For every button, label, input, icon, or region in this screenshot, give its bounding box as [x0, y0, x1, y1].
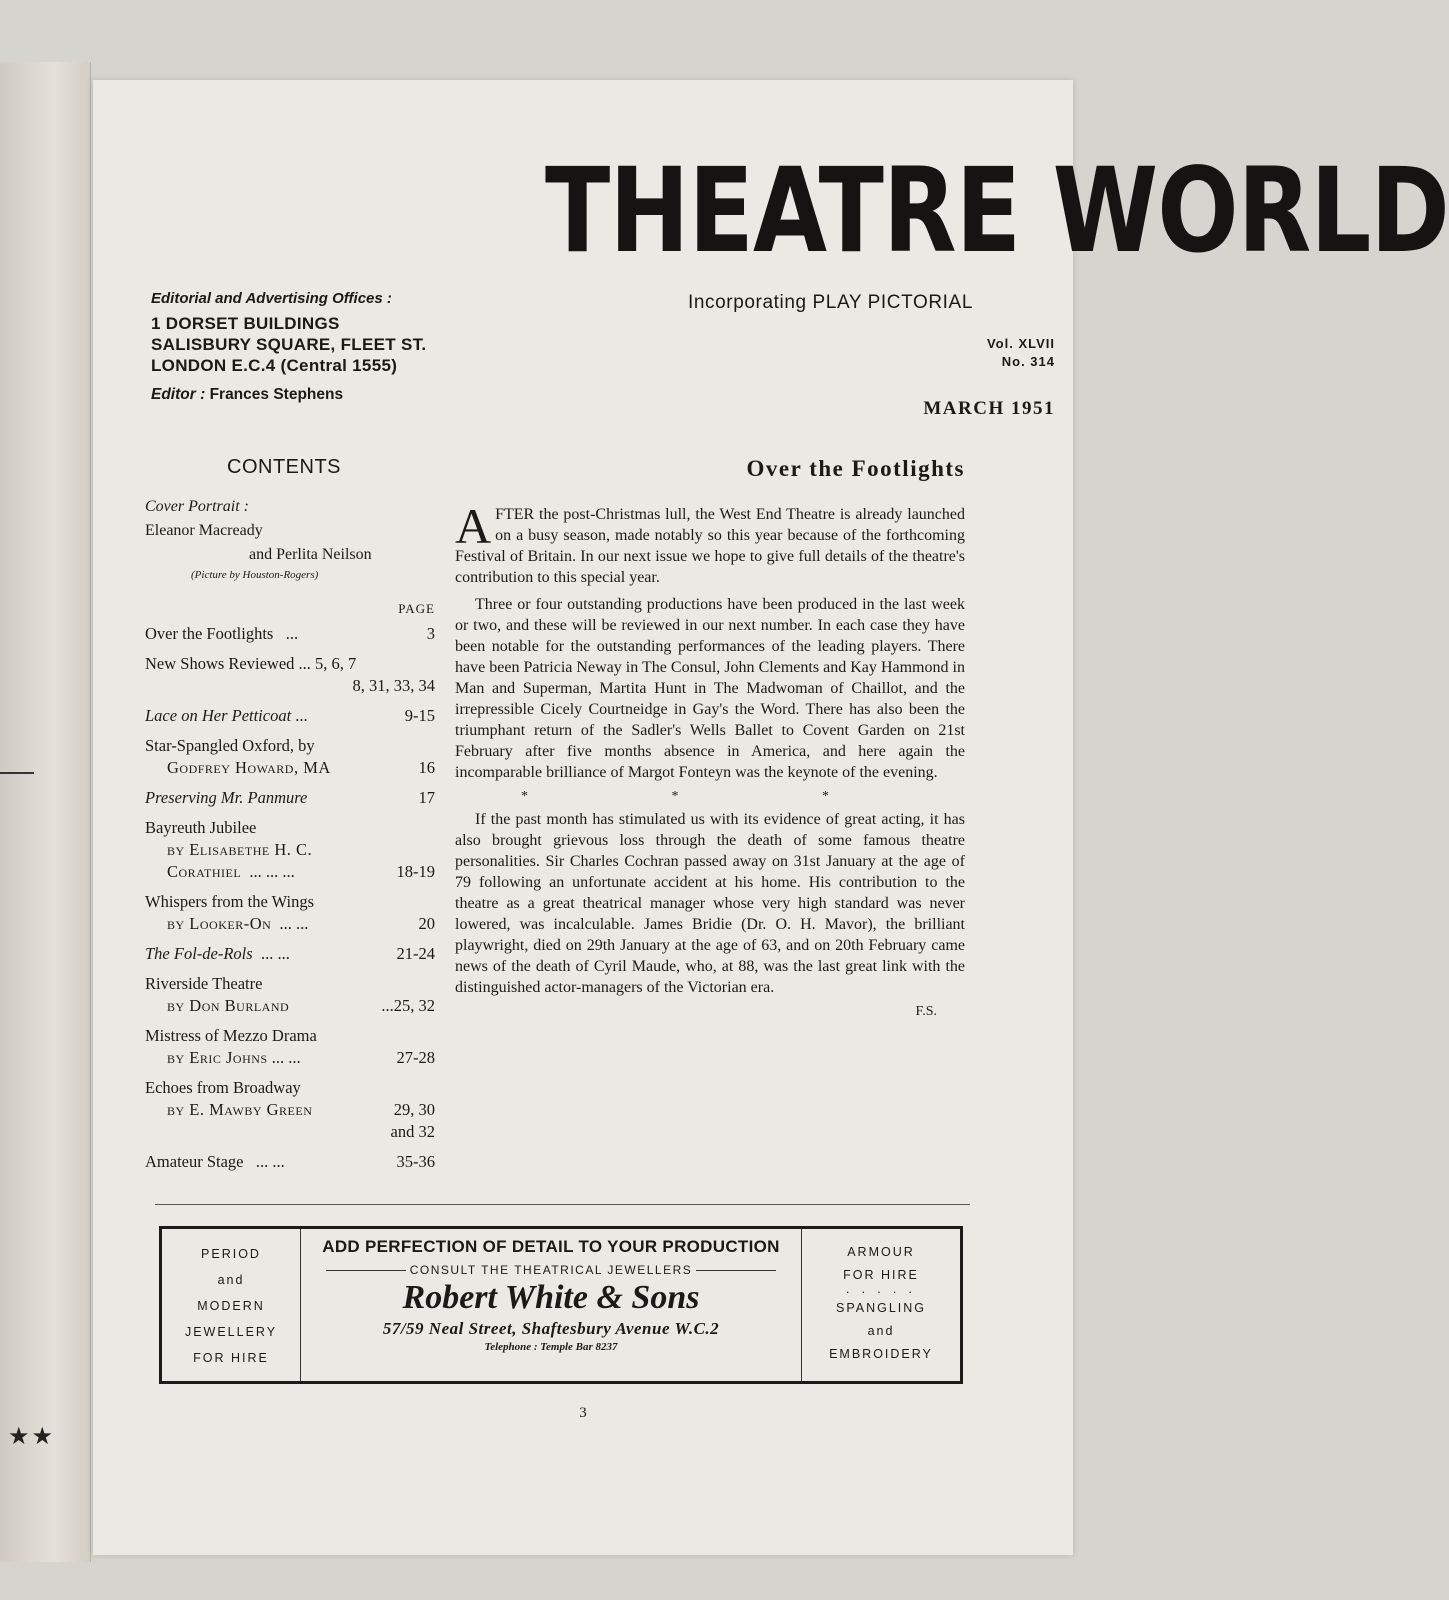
entry-title: Over the Footlights — [145, 624, 274, 643]
entry-page: 35-36 — [396, 1152, 435, 1171]
contents-entry — [145, 943, 435, 965]
entry-page: 3 — [426, 624, 435, 643]
entry-dots: ... ... — [260, 944, 290, 963]
cover-name-2: and Perlita Neilson — [249, 546, 372, 563]
entry-dots: ... — [298, 654, 311, 673]
entry-dots: ... — [295, 706, 308, 725]
entry-author: by E. Mawby Green — [167, 1100, 313, 1119]
advert-subline — [301, 1263, 801, 1277]
offices-block — [151, 290, 481, 404]
article-paragraph: Three or four outstanding productions have been produced in the last week or two, and these will be reviewed in our next number. In each case they have been notable for the outstanding performances of the leading players. There have been Patricia Neway in The Consul, John Clements and Kay Hammond in Man and Superman, Martita Hunt in The Madwoman of Chaillot, and the irrepressible Cicely Courtneidge in Gay's the Word. There has also been the triumphant return of the Sadler's Wells Ballet to Covent Garden on 21st February after five months absence in America, and here again the incomparable brilliance of Margot Fonteyn was the keynote of the evening. — [455, 596, 965, 781]
entry-title: Mistress of Mezzo Drama — [145, 1026, 317, 1045]
entry-title: Amateur Stage — [145, 1152, 244, 1171]
contents-entry — [145, 817, 435, 883]
advert-left-line: MODERN — [197, 1299, 265, 1313]
entry-page: 9-15 — [404, 706, 435, 725]
offices-label: Editorial and Advertising Offices : — [151, 290, 392, 307]
advert-right-line: ARMOUR — [847, 1245, 915, 1259]
entry-page: 5, 6, 7 — [315, 654, 357, 673]
entry-dots: ... — [285, 624, 299, 643]
facing-page — [0, 62, 91, 1562]
entry-author: Godfrey Howard, MA — [167, 758, 331, 777]
entry-page-continued: and 32 — [390, 1122, 435, 1141]
advert-right-line: FOR HIRE — [843, 1268, 919, 1282]
entry-title: The Fol-de-Rols — [145, 944, 253, 963]
advert-telephone: Telephone : Temple Bar 8237 — [484, 1341, 618, 1353]
cover-portrait — [145, 495, 435, 567]
entry-page: 21-24 — [396, 944, 435, 963]
editor-line — [151, 386, 481, 404]
advert-address: 57/59 Neal Street, Shaftesbury Avenue W.C.2 — [382, 1319, 720, 1338]
entry-page: 29, 30 — [393, 1100, 435, 1119]
entry-page: 18-19 — [396, 862, 435, 881]
entry-title: Bayreuth Jubilee — [145, 818, 257, 837]
page-number: 3 — [579, 1405, 587, 1421]
advert-right-panel — [801, 1229, 960, 1381]
contents-entry — [145, 705, 435, 727]
contents-entry — [145, 735, 435, 779]
entry-page: 27-28 — [396, 1048, 435, 1067]
article-signature: F.S. — [915, 1004, 937, 1019]
incorporating-line: Incorporating PLAY PICTORIAL — [687, 292, 973, 313]
entry-title: New Shows Reviewed — [145, 654, 295, 673]
entry-title: Lace on Her Petticoat — [145, 706, 292, 725]
advert-left-line: PERIOD — [201, 1247, 261, 1261]
entry-title: Echoes from Broadway — [145, 1078, 301, 1097]
page-column-heading: PAGE — [398, 601, 435, 616]
contents-entry — [145, 1151, 435, 1173]
contents-column — [145, 456, 435, 1181]
advert-right-line: and — [867, 1324, 895, 1338]
advert-left-line: and — [217, 1273, 245, 1287]
cover-label: Cover Portrait : — [145, 498, 249, 515]
address-line-1: 1 DORSET BUILDINGS — [151, 314, 340, 333]
entry-author: by Looker-On — [167, 914, 272, 933]
paragraph-text: FTER the post-Christmas lull, the West End Theatre is already launched on a busy season, made notably so this year because of the forthcoming Festival of Britain. In our next issue we hope to give full details of the theatre's contribution to this special year. — [455, 506, 965, 586]
address-line-2: SALISBURY SQUARE, FLEET ST. — [151, 335, 427, 354]
entry-author-continued: Corathiel — [167, 862, 242, 881]
advert-dots: · · · · · — [845, 1285, 917, 1299]
advert-centre-panel — [301, 1229, 801, 1381]
advert-subline-text: CONSULT THE THEATRICAL JEWELLERS — [409, 1263, 693, 1277]
divider-rule — [155, 1204, 970, 1205]
entry-page: 17 — [418, 788, 435, 807]
cover-name-1: Eleanor Macready — [145, 522, 263, 539]
contents-entry — [145, 1077, 435, 1143]
rule-right — [696, 1270, 776, 1271]
entry-dots: ... ... ... — [249, 862, 295, 881]
advert-right-line: EMBROIDERY — [829, 1347, 933, 1361]
advert-company-name: Robert White & Sons — [402, 1279, 700, 1316]
entry-title: Preserving Mr. Panmure — [145, 788, 308, 807]
article-paragraph — [455, 498, 965, 588]
address-line-3: LONDON E.C.4 (Central 1555) — [151, 356, 398, 375]
entry-title: Star-Spangled Oxford, by — [145, 736, 315, 755]
article-paragraph: If the past month has stimulated us with its evidence of great acting, it has also brought grievous loss through the death of some famous theatre personalities. Sir Charles Cochran passed away on 31st January at the age of 79 following an unfortunate accident at his home. His contribution to the theatre as a great theatrical manager whose very high standard was never lowered, was incalculable. James Bridie (Dr. O. H. Mavor), the brilliant playwright, died on 29th January at the age of 63, and on 20th February came news of the death of Cyril Maude, who, at 88, was the last great link with the distinguished actor-managers of the Victorian era. — [455, 811, 965, 996]
contents-entry — [145, 653, 435, 697]
advert-right-line: SPANGLING — [835, 1301, 926, 1315]
cover-credit: (Picture by Houston-Rogers) — [191, 569, 319, 581]
facing-page-stars: ★★ — [8, 1422, 56, 1450]
entry-dots: ... ... — [255, 1152, 285, 1171]
advert-left-line: JEWELLERY — [184, 1325, 278, 1339]
entry-page: 16 — [418, 758, 435, 777]
contents-heading: CONTENTS — [227, 456, 341, 478]
contents-entry — [145, 787, 435, 809]
entry-title: Riverside Theatre — [145, 974, 263, 993]
entry-page-continued: 8, 31, 33, 34 — [352, 676, 435, 695]
advert-headline: ADD PERFECTION OF DETAIL TO YOUR PRODUCTION — [322, 1237, 780, 1256]
editorial-article — [455, 456, 965, 1020]
article-heading: Over the Footlights — [746, 456, 965, 481]
volume: Vol. XLVII — [986, 336, 1055, 351]
rule-left — [326, 1270, 406, 1271]
entry-author: by Elisabethe H. C. — [167, 840, 313, 859]
editor-name: Frances Stephens — [209, 386, 344, 403]
contents-entry — [145, 1025, 435, 1069]
volume-block — [905, 335, 1055, 371]
entry-dots: ... ... — [271, 1048, 301, 1067]
contents-entry — [145, 891, 435, 935]
drop-cap: A — [455, 498, 492, 554]
entry-page: ...25, 32 — [381, 996, 435, 1015]
editor-label: Editor : — [151, 386, 206, 403]
entry-author: by Eric Johns — [167, 1048, 268, 1067]
jewellers-advert — [159, 1226, 963, 1384]
masthead-title: THEATRE WORLD — [545, 142, 1449, 280]
entry-title: Whispers from the Wings — [145, 892, 315, 911]
contents-entry — [145, 623, 435, 645]
section-separator: * * * — [521, 789, 899, 804]
entry-author: by Don Burland — [167, 996, 290, 1015]
issue-date: MARCH 1951 — [923, 398, 1055, 419]
advert-left-panel — [162, 1229, 301, 1381]
contents-entry — [145, 973, 435, 1017]
facing-page-rule — [0, 772, 34, 774]
magazine-page — [93, 80, 1449, 1555]
entry-page: 20 — [418, 914, 435, 933]
advert-left-line: FOR HIRE — [193, 1351, 269, 1365]
issue-number: No. 314 — [1001, 354, 1055, 369]
entry-dots: ... ... — [279, 914, 309, 933]
